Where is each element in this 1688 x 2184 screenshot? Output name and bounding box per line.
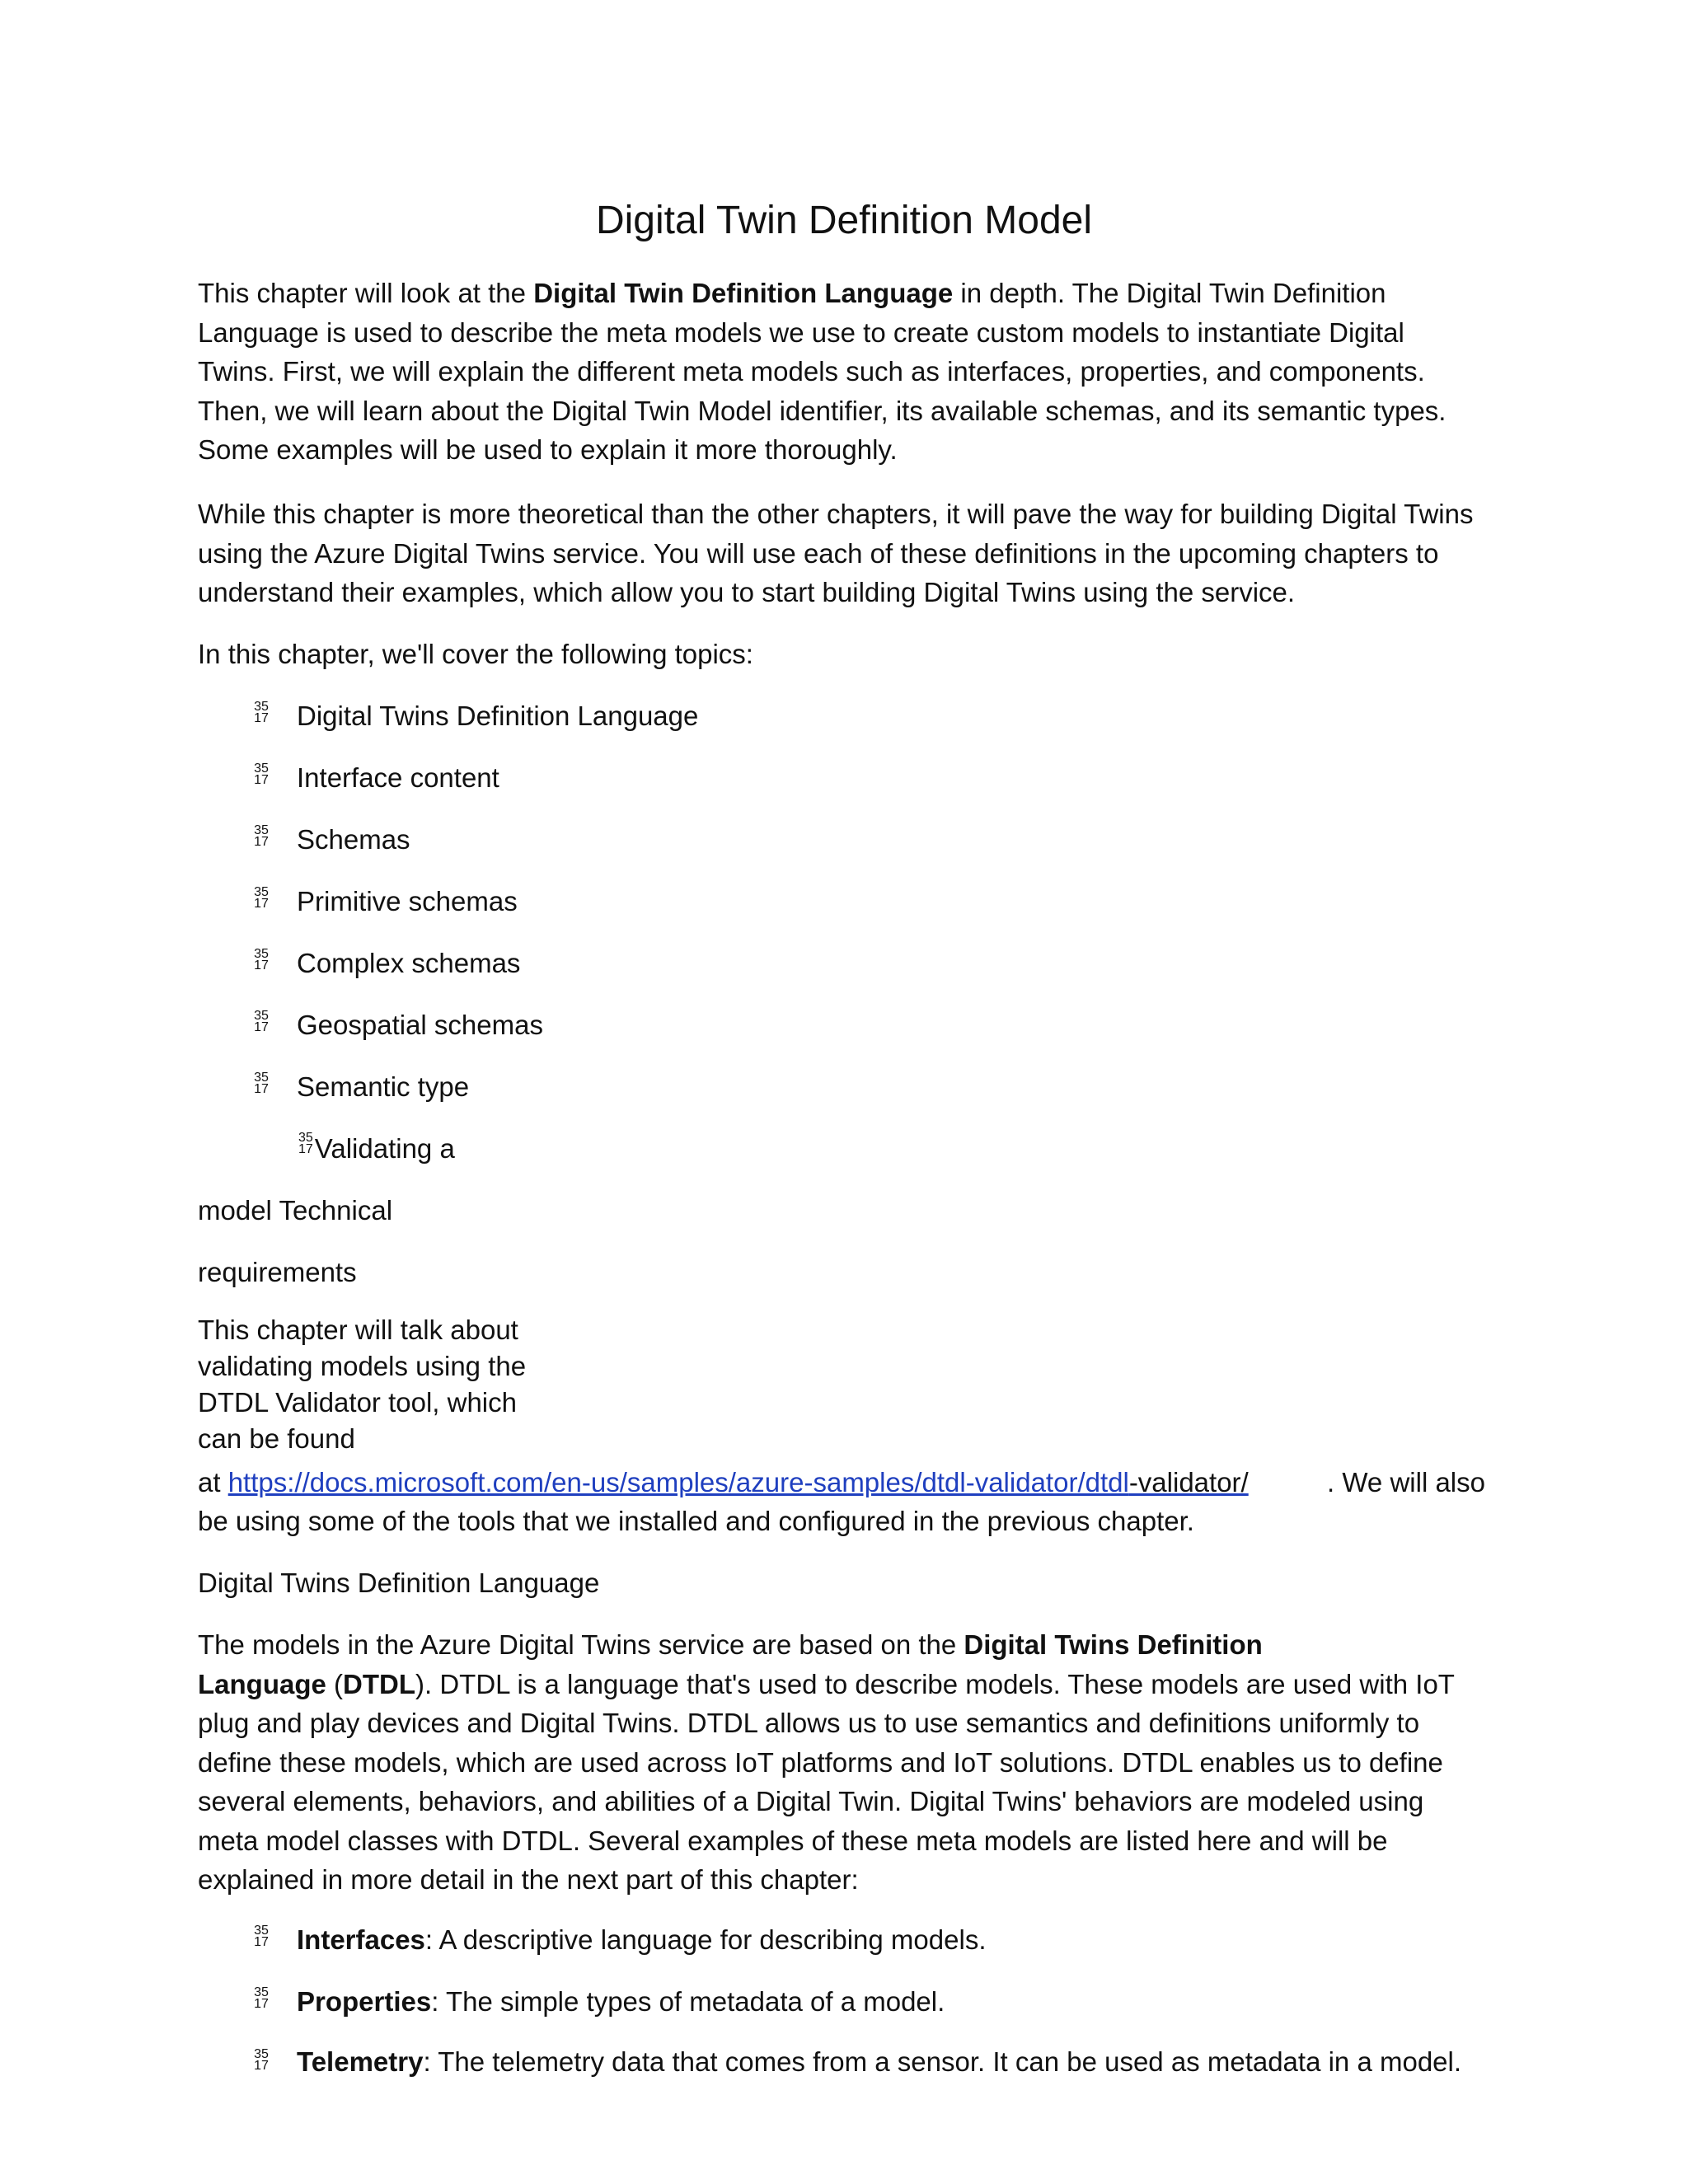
continuation-text: be using some of the tools that we installed and configured in the previous chapter. <box>198 1506 1194 1536</box>
topics-intro: In this chapter, we'll cover the following topics: <box>198 639 753 669</box>
bullet-marker: 35 17 <box>254 1985 269 2011</box>
dtdl-bold-term: Digital Twins Definition <box>964 1629 1263 1660</box>
meta-model-entry <box>297 1920 1492 1959</box>
bullet-marker: 35 17 <box>254 762 269 787</box>
topic-label: Interface content <box>297 762 499 793</box>
topic-label: Primitive schemas <box>297 886 518 916</box>
bullet-marker: 35 17 <box>254 823 269 849</box>
meta-model-entry <box>297 2044 1492 2080</box>
intro-paragraph <box>198 274 1484 470</box>
bullet-marker: 35 17 <box>254 2047 269 2073</box>
bullet-marker: 35 17 <box>254 1071 269 1096</box>
topic-label: Semantic type <box>297 1071 470 1102</box>
theory-paragraph: While this chapter is more theoretical than the other chapters, it will pave the way for building Digital Twins using the Azure Digital Twins service. You will use each of these definitions in the upcoming chapters to understand their examples, which allow you to start building Digital Twins using the service. <box>198 499 1474 607</box>
narrow-paragraph: This chapter will talk about validating models using the DTDL Validator tool, which can be found <box>198 1315 527 1454</box>
validating-fragment <box>298 1129 455 1168</box>
bullet-marker: 35 17 <box>254 1009 269 1034</box>
bullet-marker: 35 17 <box>254 885 269 911</box>
meta-model-term: Properties <box>297 1986 432 2017</box>
intro-bold-term: Digital Twin Definition Language <box>533 278 954 308</box>
meta-model-desc: : The simple types of metadata of a model. <box>431 1986 945 2017</box>
meta-model-entry <box>297 1982 1492 2021</box>
topic-label: Digital Twins Definition Language <box>297 701 699 731</box>
requirements-fragment: requirements <box>198 1257 357 1287</box>
after-link-text: . We will also <box>1327 1467 1485 1497</box>
model-technical-fragment: model Technical <box>198 1195 393 1226</box>
bullet-marker: 35 17 <box>298 1131 313 1156</box>
validating-text: Validating a <box>314 1133 455 1164</box>
topic-label: Complex schemas <box>297 948 521 978</box>
dtdl-text-rest: ). DTDL is a language that's used to describe models. These models are used with IoT plug and play devices and Digital Twins. DTDL allows us to use semantics and definitions uniformly to define these models, which are used across IoT platforms and IoT solutions. DTDL enables us to define several elements, behaviors, and abilities of a Digital Twin. Digital Twins' behaviors are modeled using meta model classes with DTDL. Several examples of these meta models are listed here and will be explained in more detail in the next part of this chapter: <box>198 1668 1455 1895</box>
dtdl-acronym: DTDL <box>343 1668 416 1699</box>
topic-label: Geospatial schemas <box>297 1010 543 1040</box>
meta-model-desc: : The telemetry data that comes from a sensor. It can be used as metadata in a model. <box>423 2046 1462 2077</box>
topic-label: Schemas <box>297 824 410 855</box>
meta-model-term: Interfaces <box>297 1924 425 1955</box>
page-title: Digital Twin Definition Model <box>595 199 1093 242</box>
intro-text-rest: in depth. The Digital Twin Definition Language is used to describe the meta models we use to create custom models to instantiate Digital Twins. First, we will explain the different meta models such as interfaces, properties, and components. Then, we will learn about the Digital Twin Model identifier, its available schemas, and its semantic types. Some examples will be used to explain it more thoroughly. <box>198 278 1447 465</box>
dtdl-validator-link[interactable]: https://docs.microsoft.com/en-us/samples/azure-samples/dtdl-validator/dtdl-validator/ <box>227 1467 1249 1497</box>
dtdl-text-start: The models in the Azure Digital Twins service are based on the <box>198 1629 964 1660</box>
bullet-marker: 35 17 <box>254 1924 269 1949</box>
meta-model-term: Telemetry <box>297 2046 424 2077</box>
bullet-marker: 35 17 <box>254 700 269 725</box>
section-heading: Digital Twins Definition Language <box>198 1568 600 1598</box>
dtdl-paragraph: The models in the Azure Digital Twins service are based on the Digital Twins Definition Language (DTDL). DTDL is a language that's used to describe models. These models are used with IoT plug and play devices and Digital Twins. DTDL allows us to use semantics and definitions uniformly to define these models, which are used across IoT platforms and IoT solutions. DTDL enables us to define several elements, behaviors, and abilities of a Digital Twin. Digital Twins' behaviors are modeled using meta model classes with DTDL. Several examples of these meta models are listed here and will be explained in more detail in the next part of this chapter: <box>198 1629 1455 1895</box>
dtdl-bold-term-2: Language <box>198 1668 326 1699</box>
meta-model-desc: : A descriptive language for describing models. <box>424 1924 987 1955</box>
validator-link-line <box>198 1463 1485 1502</box>
bullet-marker: 35 17 <box>254 947 269 972</box>
at-text: at <box>198 1467 228 1497</box>
intro-text-start: This chapter will look at the <box>198 278 534 308</box>
